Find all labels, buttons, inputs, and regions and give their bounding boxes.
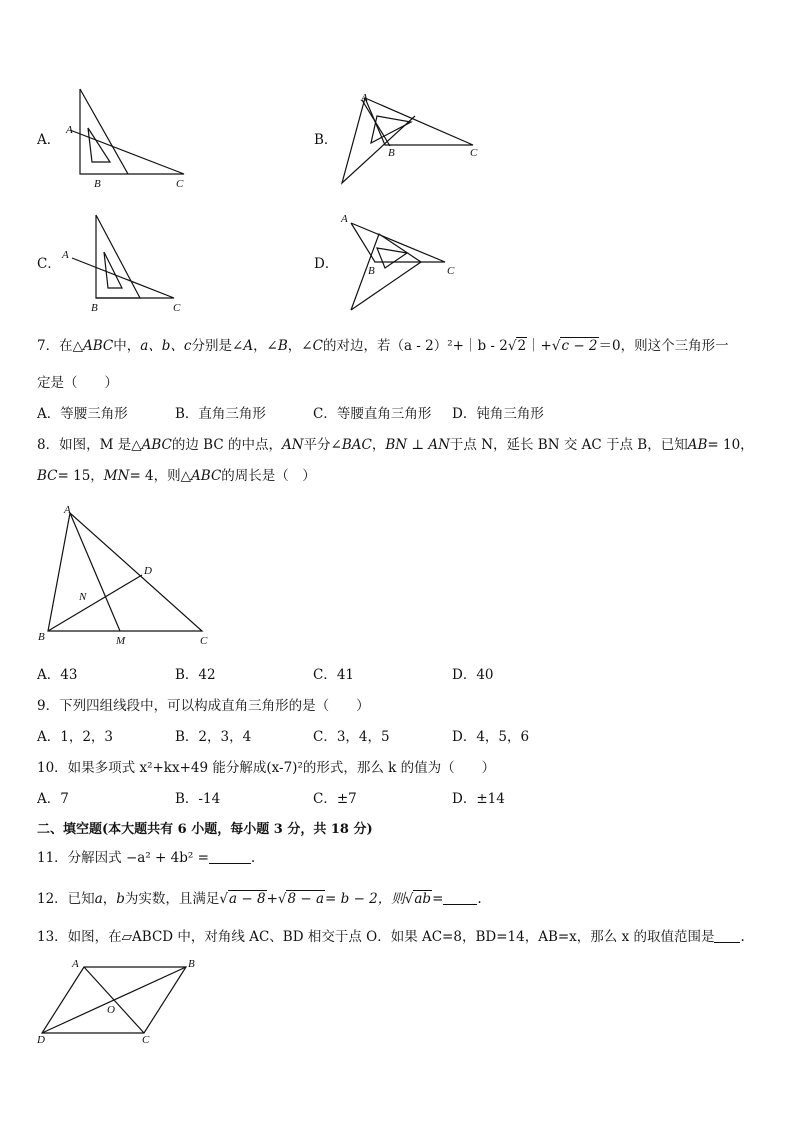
label-n: N — [79, 591, 87, 603]
label-b: B — [388, 147, 395, 159]
label-a: A — [361, 92, 368, 104]
question-7-line-1: 7．在△ABC中，a、b、c分别是∠A，∠B，∠C的对边，若（a - 2）²+｜b - 2√2｜+√c − 2＝0，则这个三角形一 — [37, 338, 729, 354]
q9-option-d: D．4，5，6 — [452, 729, 530, 745]
q8-option-d: D．40 — [452, 667, 494, 683]
q8-option-a: A．43 — [37, 667, 78, 683]
answer-blank[interactable] — [443, 890, 477, 905]
label-m: M — [116, 635, 126, 647]
label-d: D — [144, 565, 152, 577]
q7-option-a: A．等腰三角形 — [37, 406, 128, 422]
triangle-figure-d — [335, 210, 475, 316]
question-13: 13．如图，在▱ABCD 中，对角线 AC、BD 相交于点 O．如果 AC=8，BD=14，AB=x，那么 x 的取值范围是 . — [37, 929, 745, 945]
triangle-abc-figure — [34, 503, 219, 648]
q10-option-d: D．±14 — [452, 791, 505, 807]
label-c: C — [176, 178, 184, 190]
question-11: 11．分解因式 −a² + 4b² = . — [37, 850, 256, 866]
q10-option-a: A．7 — [37, 791, 69, 807]
label-b: B — [38, 631, 45, 643]
q7-option-d: D．钝角三角形 — [452, 406, 544, 422]
q10-option-b: B．-14 — [175, 791, 221, 807]
label-b: B — [94, 178, 101, 190]
answer-blank[interactable] — [714, 928, 740, 943]
question-9: 9．下列四组线段中，可以构成直角三角形的是（ ） — [37, 698, 370, 714]
label-b: B — [91, 302, 98, 314]
label-c: C — [142, 1034, 150, 1046]
option-label: C． — [37, 256, 61, 272]
label-a: A — [72, 958, 79, 970]
question-7-line-2: 定是（ ） — [37, 375, 118, 391]
question-8-line-1: 8．如图，M 是△ABC的边 BC 的中点，AN平分∠BAC，BN ⊥ AN于点 N，延长 BN 交 AC 于点 B，已知AB= 10， — [37, 437, 754, 453]
label-d: D — [37, 1034, 45, 1046]
q9-option-b: B．2，3，4 — [175, 729, 252, 745]
label-c: C — [200, 635, 208, 647]
label-a: A — [64, 504, 71, 516]
triangle-figure-b — [335, 88, 485, 188]
label-a: A — [341, 213, 348, 225]
q8-option-b: B．42 — [175, 667, 216, 683]
parallelogram-figure — [34, 955, 209, 1048]
question-8-line-2: BC= 15，MN= 4，则△ABC的周长是（ ） — [37, 468, 316, 484]
label-c: C — [173, 302, 181, 314]
label-o: O — [107, 1004, 115, 1016]
q10-option-c: C．±7 — [313, 791, 357, 807]
triangle-figure-c — [60, 212, 190, 320]
label-b: B — [188, 958, 195, 970]
answer-blank[interactable] — [209, 849, 251, 864]
q9-option-a: A．1，2，3 — [37, 729, 114, 745]
label-a: A — [66, 124, 73, 136]
label-a: A — [62, 249, 69, 261]
q7-option-b: B．直角三角形 — [175, 406, 266, 422]
option-label: B． — [314, 132, 338, 148]
option-label: A． — [37, 132, 61, 148]
question-12: 12．已知a，b为实数，且满足√a − 8+√8 − a= b − 2，则√ab= . — [37, 891, 482, 907]
q7-option-c: C．等腰直角三角形 — [313, 406, 432, 422]
option-label: D． — [314, 256, 339, 272]
q9-option-c: C．3，4，5 — [313, 729, 390, 745]
section-title: 二、填空题(本大题共有 6 小题，每小题 3 分，共 18 分) — [37, 822, 373, 837]
label-c: C — [470, 147, 478, 159]
question-10: 10．如果多项式 x²+kx+49 能分解成(x-7)²的形式，那么 k 的值为（ ） — [37, 760, 496, 776]
label-b: B — [368, 265, 375, 277]
triangle-figure-a — [60, 86, 190, 192]
label-c: C — [447, 265, 455, 277]
q8-option-c: C．41 — [313, 667, 355, 683]
